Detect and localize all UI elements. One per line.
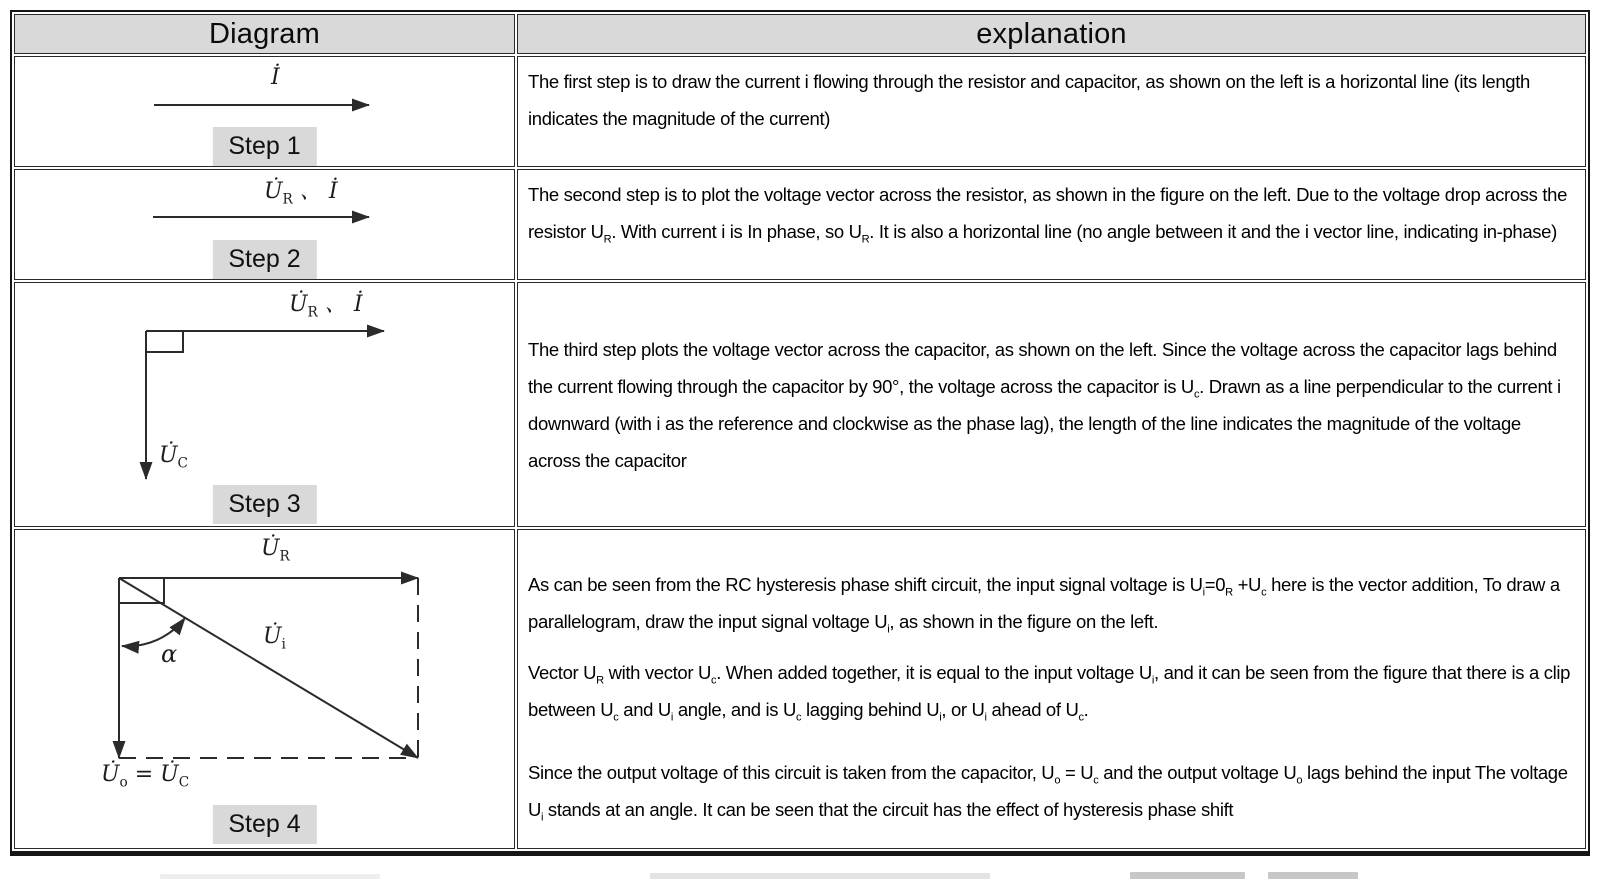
explanation-cell-step-3	[517, 282, 1586, 527]
phase-angle-label: α	[161, 640, 178, 668]
table-row-step-4	[14, 529, 1586, 849]
input-voltage-vector-arrow	[119, 578, 418, 758]
explanation-paragraph: Vector $U_R$ with vector $U_c$. When added together, it is equal to the input voltage $U_i$, and it can be seen from the figure that there is a clip between $U_c$ and $U_i$ angle, and is $U_c$ lagging behind $U_i$, or $U_i$ ahead of $U_c$.	[528, 662, 1571, 724]
vector-label-uc: $U̇_C$	[159, 443, 188, 472]
phasor-steps-table	[10, 10, 1590, 856]
explanation-cell-step-2	[517, 169, 1586, 280]
table-row-step-1	[14, 56, 1586, 167]
vector-label-ui: $U̇_i$	[263, 624, 286, 653]
step-badge: Step 2	[212, 240, 316, 279]
explanation-paragraph: As can be seen from the RC hysteresis phase shift circuit, the input signal voltage is $U_i=0_R +U_c$ here is the vector addition, To draw a parallelogram, draw the input signal voltage $U_i$, as shown in the figure on the left.	[528, 574, 1560, 636]
header-row	[14, 14, 1586, 54]
diagram-cell-step-1	[14, 56, 515, 167]
scan-artifact	[1268, 872, 1358, 879]
explanation-paragraph: The second step is to plot the voltage vector across the resistor, as shown in the figure on the left. Due to the voltage drop across the resistor $U_R$. With current i is In phase, so $U_R$. It is also a horizontal line (no angle between it and the i vector line, indicating in-phase)	[528, 184, 1568, 246]
table-row-step-3	[14, 282, 1586, 527]
phasor-diagram-step-4	[15, 530, 514, 848]
diagram-cell-step-3	[14, 282, 515, 527]
explanation-cell-step-4	[517, 529, 1586, 849]
explanation-cell-step-1	[517, 56, 1586, 167]
column-header-explanation: explanation	[517, 14, 1586, 54]
vector-label-uo-uc: $U̇_o$ = $U̇_C$	[101, 762, 190, 791]
vector-label-ur-i: $U̇_R$ 、 İ	[264, 179, 338, 208]
diagram-cell-step-4	[14, 529, 515, 849]
scan-artifact	[160, 874, 380, 879]
step-badge: Step 3	[212, 485, 316, 524]
scan-artifact	[1130, 872, 1245, 879]
column-header-diagram: Diagram	[14, 14, 515, 54]
right-angle-marker	[146, 331, 183, 352]
table-row-step-2	[14, 169, 1586, 280]
vector-label-current: İ	[271, 65, 280, 90]
vector-label-ur-i: $U̇_R$ 、 İ	[289, 292, 363, 321]
explanation-paragraph: Since the output voltage of this circuit is taken from the capacitor, $U_o = U_c$ and the output voltage $U_o$ lags behind the input The voltage $U_i$ stands at an angle. It can be seen that the circuit has the effect of hysteresis phase shift	[528, 762, 1568, 824]
explanation-paragraph: The third step plots the voltage vector across the capacitor, as shown on the left. Since the voltage across the capacitor lags behind the current flowing through the capacitor by 90°, the voltage across the capacitor is $U_c$. Drawn as a line perpendicular to the current i downward (with i as the reference and clockwise as the phase lag), the length of the line indicates the magnitude of the voltage across the capacitor	[528, 338, 1561, 471]
step-badge: Step 4	[212, 805, 316, 844]
explanation-paragraph: The first step is to draw the current i flowing through the resistor and capacitor, as shown on the left is a horizontal line (its length indicates the magnitude of the current)	[528, 71, 1530, 129]
step-badge: Step 1	[212, 127, 316, 166]
scan-artifact	[650, 873, 990, 879]
diagram-cell-step-2	[14, 169, 515, 280]
vector-label-ur: $U̇_R$	[261, 536, 290, 565]
